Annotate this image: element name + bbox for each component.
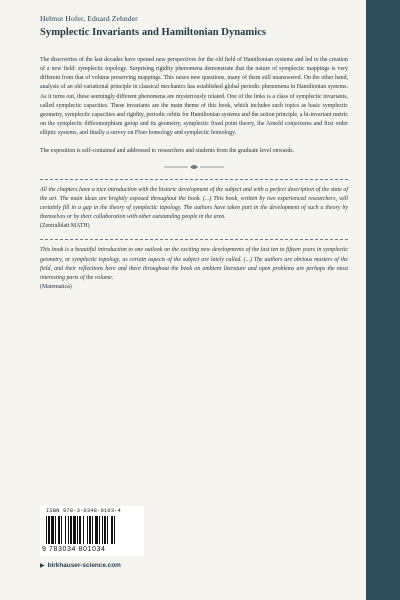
abstract-paragraph: The discoveries of the last decades have opened new perspectives for the old field of Hamiltonian systems and led to the creation of a new field: symplectic topology. Surprising rigidity phenomena demonstrate that the nature of symplectic mappings is very different from that of volume preserving mappings. This raises new questions, many of them still unanswered. On the other hand, analysis of an old variational principle in classical mechanics has established global periodic phenomena in Hamiltonian systems. As it turns out, these seemingly different phenomena are mysteriously related. One of the links is a class of symplectic invariants, called symplectic capacities. These invariants are the main theme of this book, which includes such topics as basic symplectic geometry, symplectic capacities and rigidity, periodic orbits for Hamiltonian systems and the action principle, a bi-invariant metric on the symplectic diffeomorphism group and its geometry, symplectic fixed point theory, the Arnold conjectures and first order elliptic systems, and finally a survey on Floer homology and symplectic homology.	[40, 57, 348, 137]
authors: Helmut Hofer, Eduard Zehnder	[40, 14, 138, 23]
divider	[40, 179, 348, 180]
barcode	[40, 506, 144, 556]
review-source: (Zentralblatt MATH)	[40, 223, 90, 230]
spine-band	[366, 0, 400, 600]
cover-content	[40, 14, 348, 300]
divider	[40, 239, 348, 240]
review	[40, 246, 348, 292]
arrow-right-icon: ▶	[40, 563, 45, 569]
ornament-divider	[162, 163, 226, 171]
abstract-paragraph: The exposition is self-contained and addressed to researchers and students from the graduate level onwards.	[40, 148, 295, 155]
publisher-url[interactable]	[40, 562, 121, 569]
reviews	[40, 179, 348, 301]
review-text: This book is a beautiful introduction to one outlook on the exciting new developments of the last ten to fifteen years in symplectic geometry, or symplectic topology, as certain aspects of the subject are lately called. (...) The authors are obvious masters of the field, and their reflections here and there throughout the book on ambient literature and open problems are perhaps the most interesting parts of the volume.	[40, 247, 348, 281]
book-title: Symplectic Invariants and Hamiltonian Dynamics	[40, 27, 267, 38]
abstract	[40, 56, 348, 157]
review	[40, 186, 348, 232]
barcode-digits: 9 783034 801034	[42, 546, 106, 553]
isbn-label: ISBN 978-3-0348-0103-4	[46, 508, 122, 514]
url-text: birkhauser-science.com	[47, 562, 121, 569]
barcode-bars	[46, 516, 138, 546]
review-text: All the chapters have a nice introduction with the historic development of the subject and with a perfect description of the state of the art. The main ideas are brightly exposed throughout the book. (...) This book, written by two experienced researchers, will certainly fill in a gap in the theory of symplectic topology. The authors have taken part in the development of such a theory by themselves or by their collaboration with other outstanding people in the area.	[40, 186, 348, 221]
review-source: (Matematica)	[40, 283, 72, 290]
